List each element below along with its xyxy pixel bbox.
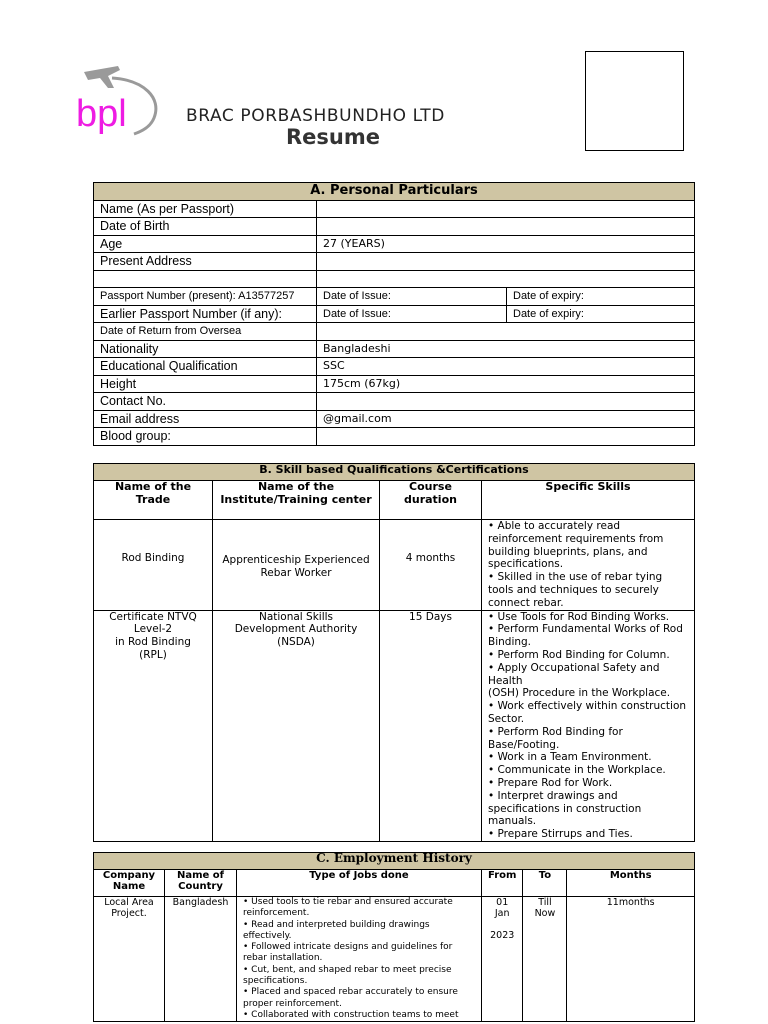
list-item: • Use Tools for Rod Binding Works. [488,610,670,623]
list-item: • Apply Occupational Safety and Health [488,661,660,687]
list-item: • Perform Rod Binding for Base/Footing. [488,725,623,751]
issue-label: Date of Issue: [317,288,507,306]
column-header: From [482,870,523,897]
blood-group-value [317,428,695,446]
trade-line: Certificate NTVQ [109,610,197,623]
table-row [94,218,695,236]
column-header: Type of Jobs done [237,870,482,897]
table-row [94,897,695,1022]
column-header: Months [567,870,695,897]
skills-table [93,463,695,842]
name-value [317,200,695,218]
passport-earlier-label: Earlier Passport Number (if any): [94,305,317,323]
table-row [94,520,695,611]
list-item: • Work in a Team Environment. [488,751,652,764]
contact-label: Contact No. [94,393,317,411]
height-value: 175cm (67kg) [317,375,695,393]
institute-line: (NSDA) [277,636,315,649]
list-item: • Prepare Rod for Work. [488,776,613,789]
company-name: BRAC PORBASHBUNDHO LTD [186,106,445,126]
expiry-label: Date of expiry: [507,305,695,323]
nationality-label: Nationality [94,340,317,358]
address-value [317,253,695,271]
trade-cell [94,610,213,841]
contact-value [317,393,695,411]
to-cell: Till Now [523,897,567,1022]
age-value: 27 (YEARS) [317,235,695,253]
table-row [94,253,695,271]
column-header: Name of Country [165,870,237,897]
column-header: Company Name [94,870,165,897]
height-label: Height [94,375,317,393]
skills-cell [482,610,695,841]
table-row [94,305,695,323]
education-value: SSC [317,358,695,376]
from-line: 01 Jan [494,897,510,920]
institute-line: Development Authority [234,623,358,636]
trade-line: Level-2 [133,623,173,636]
page-title: Resume [286,125,380,149]
table-row [94,358,695,376]
bpl-logo [74,58,164,138]
institute-line: National Skills [258,610,334,623]
column-header: Name of the Trade [94,481,213,520]
list-item: • Skilled in the use of rebar tying tools and techniques to securely connect rebar. [488,571,663,609]
list-item: • Collaborated with construction teams to meet [243,1009,459,1020]
empty-cell [317,270,695,288]
list-item: • Able to accurately read reinforcement requirements from building blueprints, plans, and specifications. [488,520,664,571]
table-header-row [94,481,695,520]
passport-present-label: Passport Number (present): A13577257 [94,288,317,306]
section-b-heading: B. Skill based Qualifications &Certifications [94,464,695,481]
table-row [94,323,695,341]
list-item: • Prepare Stirrups and Ties. [488,828,633,841]
table-row [94,393,695,411]
section-c-heading: C. Employment History [94,853,695,870]
employment-history-table [93,852,695,1022]
jobs-cell [237,897,482,1022]
education-label: Educational Qualification [94,358,317,376]
list-item: • Cut, bent, and shaped rebar to meet precise specifications. [243,964,452,987]
institute-cell [213,610,380,841]
institute-cell: Apprenticeship Experienced Rebar Worker [213,520,380,611]
empty-cell [94,270,317,288]
nationality-value: Bangladeshi [317,340,695,358]
address-label: Present Address [94,253,317,271]
blood-group-label: Blood group: [94,428,317,446]
from-cell [482,897,523,1022]
list-item: • Communicate in the Workplace. [488,764,666,777]
table-row [94,610,695,841]
table-row [94,340,695,358]
table-row [94,375,695,393]
table-header-row [94,870,695,897]
photo-box [585,51,684,151]
email-label: Email address [94,410,317,428]
return-date-label: Date of Return from Oversea [94,323,317,341]
personal-particulars-table [93,182,695,446]
company-cell: Local Area Project. [94,897,165,1022]
table-row [94,410,695,428]
column-header: Specific Skills [482,481,695,520]
column-header: To [523,870,567,897]
country-cell: Bangladesh [165,897,237,1022]
skills-cell [482,520,695,611]
dob-value [317,218,695,236]
list-item: • Perform Rod Binding for Column. [488,648,670,661]
table-row [94,428,695,446]
column-header: Course duration [380,481,482,520]
months-cell: 11months [567,897,695,1022]
list-item: • Interpret drawings and specifications in construction manuals. [488,789,642,828]
logo-text: bpl [76,93,127,135]
list-item: • Perform Fundamental Works of Rod Binding. [488,623,683,649]
list-item: • Read and interpreted building drawings effectively. [243,919,430,941]
table-row [94,200,695,218]
list-item: • Followed intricate designs and guidelines for rebar installation. [243,942,453,964]
table-row [94,235,695,253]
column-header: Name of the Institute/Training center [213,481,380,520]
table-row [94,288,695,306]
age-label: Age [94,235,317,253]
section-a-heading: A. Personal Particulars [94,183,695,201]
from-line: 2023 [490,929,515,941]
list-item: • Used tools to tie rebar and ensured accurate reinforcement. [243,897,453,919]
trade-cell: Rod Binding [94,520,213,611]
list-item: (OSH) Procedure in the Workplace. [488,687,671,700]
email-value: @gmail.com [317,410,695,428]
name-label: Name (As per Passport) [94,200,317,218]
list-item: • Work effectively within construction Sector. [488,700,687,725]
expiry-label: Date of expiry: [507,288,695,306]
table-row [94,270,695,288]
trade-line: in Rod Binding [115,636,191,649]
trade-line: (RPL) [139,648,167,661]
return-date-value [317,323,695,341]
list-item: • Placed and spaced rebar accurately to ensure proper reinforcement. [243,987,458,1009]
dob-label: Date of Birth [94,218,317,236]
duration-cell: 4 months [380,520,482,611]
duration-cell: 15 Days [380,610,482,841]
issue-label: Date of Issue: [317,305,507,323]
